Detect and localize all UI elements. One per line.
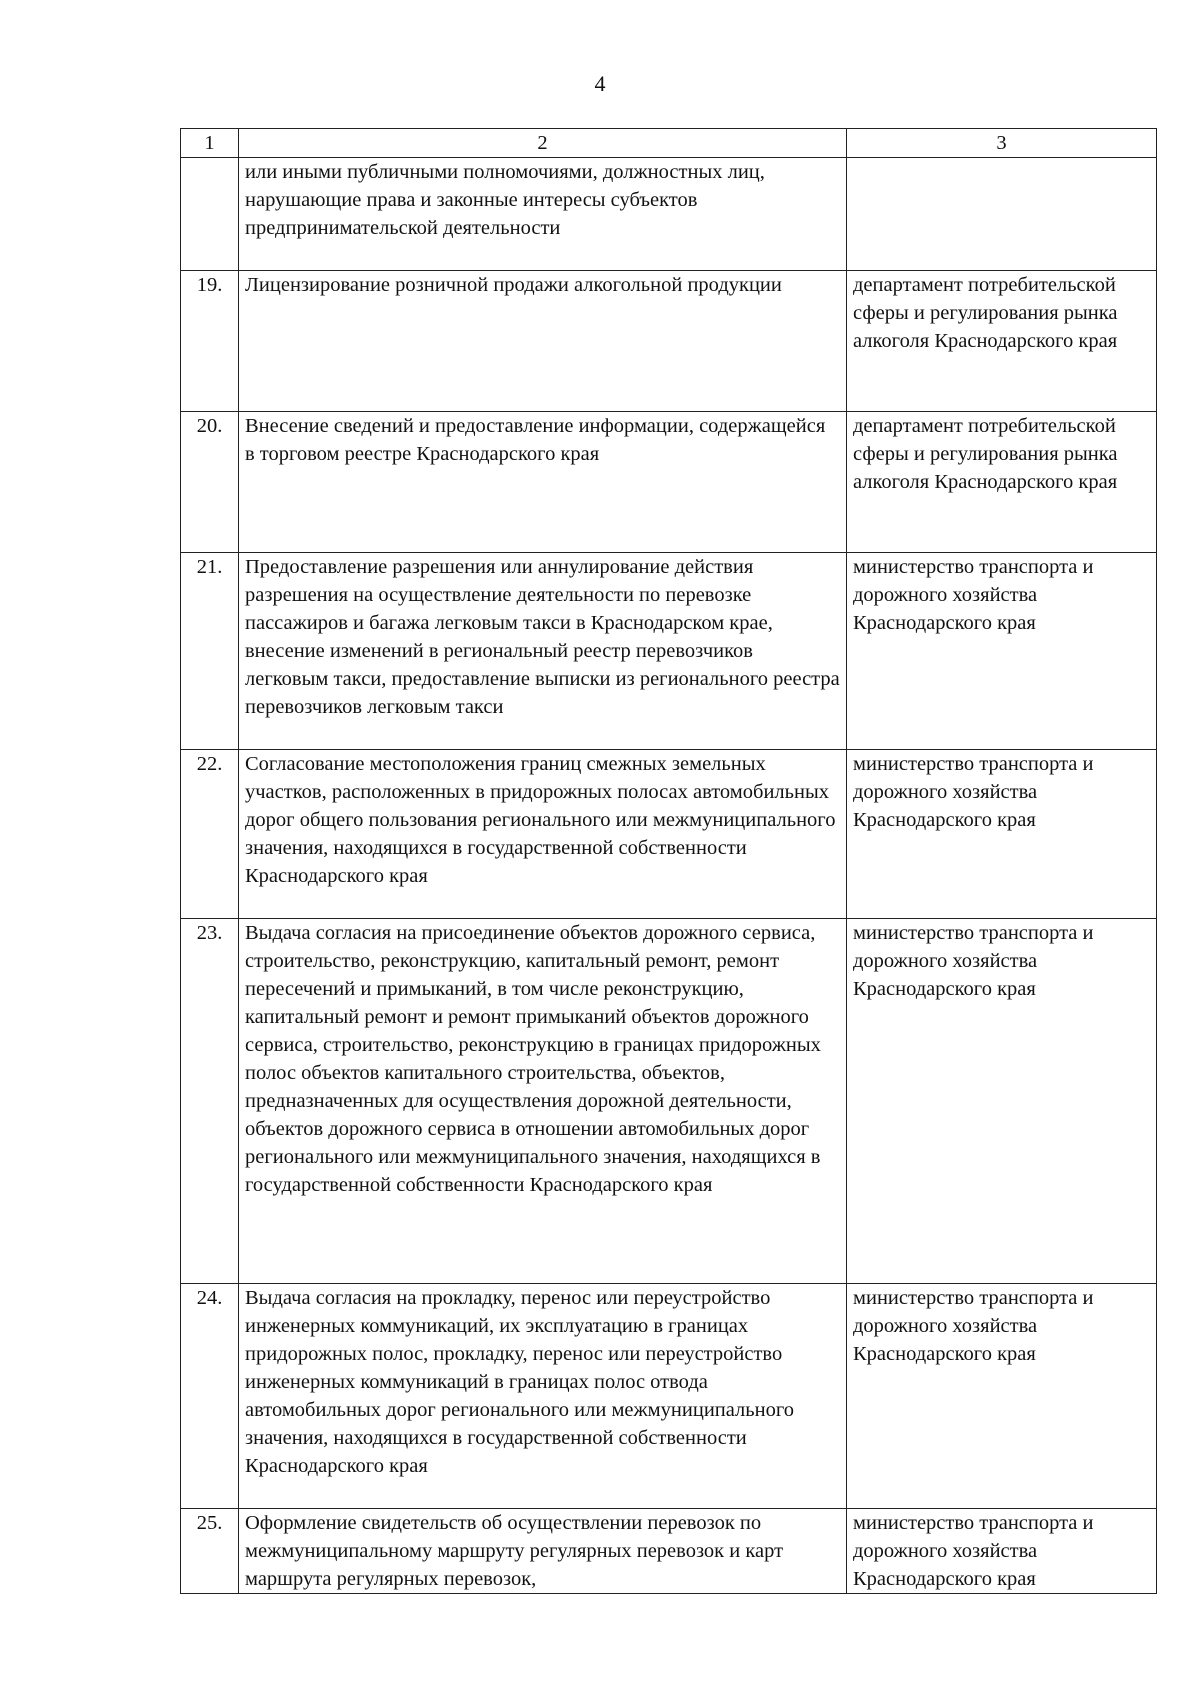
table-row	[181, 158, 1157, 271]
table-row	[181, 1284, 1157, 1509]
page-number: 4	[594, 71, 606, 96]
row-number: 23.	[181, 919, 239, 1284]
table-row	[181, 553, 1157, 750]
table-row	[181, 919, 1157, 1284]
table-row	[181, 412, 1157, 553]
row-number: 21.	[181, 553, 239, 750]
responsible-authority	[847, 158, 1157, 271]
row-number: 25.	[181, 1509, 239, 1594]
column-header-1: 1	[181, 129, 239, 158]
services-table	[180, 128, 1157, 1594]
responsible-authority: департамент потребительской сферы и регулирования рынка алкоголя Краснодарского края	[847, 271, 1157, 412]
table-row	[181, 271, 1157, 412]
responsible-authority: министерство транспорта и дорожного хозяйства Краснодарского края	[847, 1509, 1157, 1594]
service-description: Согласование местоположения границ смежных земельных участков, расположенных в придорожных полосах автомобильных дорог общего пользования регионального или межмуниципального значения, находящихся в государственной собственности Краснодарского края	[239, 750, 847, 919]
column-header-2: 2	[239, 129, 847, 158]
table-header-row	[181, 129, 1157, 158]
responsible-authority: министерство транспорта и дорожного хозяйства Краснодарского края	[847, 750, 1157, 919]
service-description: Предоставление разрешения или аннулирование действия разрешения на осуществление деятельности по перевозке пассажиров и багажа легковым такси в Краснодарском крае, внесение изменений в региональный реестр перевозчиков легковым такси, предоставление выписки из регионального реестра перевозчиков легковым такси	[239, 553, 847, 750]
column-header-3: 3	[847, 129, 1157, 158]
responsible-authority: министерство транспорта и дорожного хозяйства Краснодарского края	[847, 1284, 1157, 1509]
row-number: 20.	[181, 412, 239, 553]
table-row	[181, 750, 1157, 919]
service-description: Выдача согласия на присоединение объектов дорожного сервиса, строительство, реконструкцию, капитальный ремонт, ремонт пересечений и примыканий, в том числе реконструкцию, капитальный ремонт и ремонт примыканий объектов дорожного сервиса, строительство, реконструкцию в границах придорожных полос объектов капитального строительства, объектов, предназначенных для осуществления дорожной деятельности, объектов дорожного сервиса в отношении автомобильных дорог регионального или межмуниципального значения, находящихся в государственной собственности Краснодарского края	[239, 919, 847, 1284]
row-number: 24.	[181, 1284, 239, 1509]
table-row	[181, 1509, 1157, 1594]
service-description: или иными публичными полномочиями, должностных лиц, нарушающие права и законные интересы субъектов предпринимательской деятельности	[239, 158, 847, 271]
row-number	[181, 158, 239, 271]
service-description: Лицензирование розничной продажи алкогольной продукции	[239, 271, 847, 412]
service-description: Оформление свидетельств об осуществлении перевозок по межмуниципальному маршруту регулярных перевозок и карт маршрута регулярных перевозок,	[239, 1509, 847, 1594]
responsible-authority: министерство транспорта и дорожного хозяйства Краснодарского края	[847, 553, 1157, 750]
row-number: 19.	[181, 271, 239, 412]
service-description: Выдача согласия на прокладку, перенос или переустройство инженерных коммуникаций, их эксплуатацию в границах придорожных полос, прокладку, перенос или переустройство инженерных коммуникаций в границах полос отвода автомобильных дорог регионального или межмуниципального значения, находящихся в государственной собственности Краснодарского края	[239, 1284, 847, 1509]
responsible-authority: министерство транспорта и дорожного хозяйства Краснодарского края	[847, 919, 1157, 1284]
row-number: 22.	[181, 750, 239, 919]
service-description: Внесение сведений и предоставление информации, содержащейся в торговом реестре Краснодарского края	[239, 412, 847, 553]
responsible-authority: департамент потребительской сферы и регулирования рынка алкоголя Краснодарского края	[847, 412, 1157, 553]
